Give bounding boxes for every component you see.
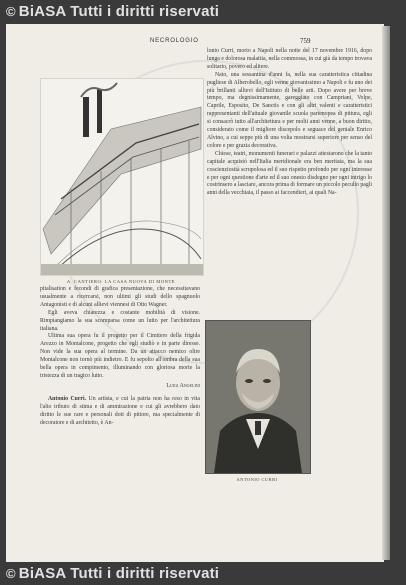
- figure-caption: A. CANTIERO: LA CASA NUOVA DI MONTE: [66, 279, 176, 284]
- page-number: 759: [300, 37, 311, 45]
- paragraph: pitalisation e fecondi di grafica presentazione, che necessitavano usualmente a ricercarsi, non ultimi gli studi dello spagnuolo Antagonisti e di alcuni allievi viennesi di Otto Wagner.: [40, 286, 200, 308]
- architecture-illustration: [40, 78, 204, 276]
- portrait-caption: ANTONIO CURRI: [236, 477, 278, 482]
- left-text-column: [40, 286, 200, 427]
- paragraph: Ultima sua opera fu il progetto per il Cimitero della frigida Arezzo in Montalcone, progetto che egli studiò e in parte diresse. Non vide la sua opera al termine. Da un attacco nemico oltre Montalcone non tornò più indietro. E fu sepolto all'ombra della sua bella opera in compimento, illuminando con gloriosa morte la tristezza di un tragico lutto.: [40, 333, 200, 379]
- page-edge: [382, 26, 390, 560]
- paragraph: lonio Curri, morto a Napoli nella notte del 17 novembre 1916, dopo lunga e dolorosa malattia, nella commossa, in cui già da tempo trovava solitario, povero ed alitere.: [207, 48, 372, 70]
- watermark-bottom: © BiASA Tutti i diritti riservati: [6, 565, 220, 582]
- paragraph: Nato, una sessantina d'anni fa, nella sua caratteristica cittadina pugliese di Alberobello, egli venne giovanissimo a Napoli e fu uno dei più brillanti allievi dell'Istituto di belle arti. Dopo avere per breve tempo, ma degnissimamente, gareggiato con Campriani, Volpe, Caprile, Esposito, De Sanctis e con gli altri valenti e caratteristici rappresentanti dell'attuale giovanile scuola partenopea di pittura, egli si consacrò tutto all'architettura e per molti anni venne, a buon diritto, considerato come il migliore discepolo e seguace del geniale Enrico Alvino, a cui seppe più di una volta mostrarsi superiore per senso del colore e per grazia decorativa.: [207, 71, 372, 149]
- author-signature: Luigi Angelini: [166, 382, 200, 389]
- obituary-text: Un artista, e cui la patria non ha reso in vita l'alto tributo di stima e di ammirazione e cui gli avrebbero dato diritto le sue rare e personali doti di pittore, ma specialmente di decoratore e di architetto, è An-: [40, 395, 200, 426]
- right-text-column: [207, 48, 372, 198]
- portrait-photo: [205, 320, 311, 474]
- obituary-name: Antonio Curri.: [48, 395, 87, 402]
- running-title: NECROLOGIO: [150, 38, 199, 44]
- watermark-top: © BiASA Tutti i diritti riservati: [6, 3, 220, 20]
- paragraph: Chiese, teatri, monumenti funerari e palazzi attestarono che la tanto capitale acquistò nell'Italia meridionale era ben meritata, ma la sua coscienziosità scrupolosa ed il suo rispetto profondo per ogni interesse e per ogni questione d'arte ed il suo onesto disdegno per ogni intrigo lo costrinsero a lasciare, ancora prima di formare un piccolo peculio pagli anni della vecchiaia, il passo ai faccendieri, ai quali Na-: [207, 150, 372, 197]
- paragraph: Egli aveva chiarezza e costante mobilità di visione. Rimpiangiamo la sua scomparsa come un lutto per l'architettura italiana.: [40, 309, 200, 332]
